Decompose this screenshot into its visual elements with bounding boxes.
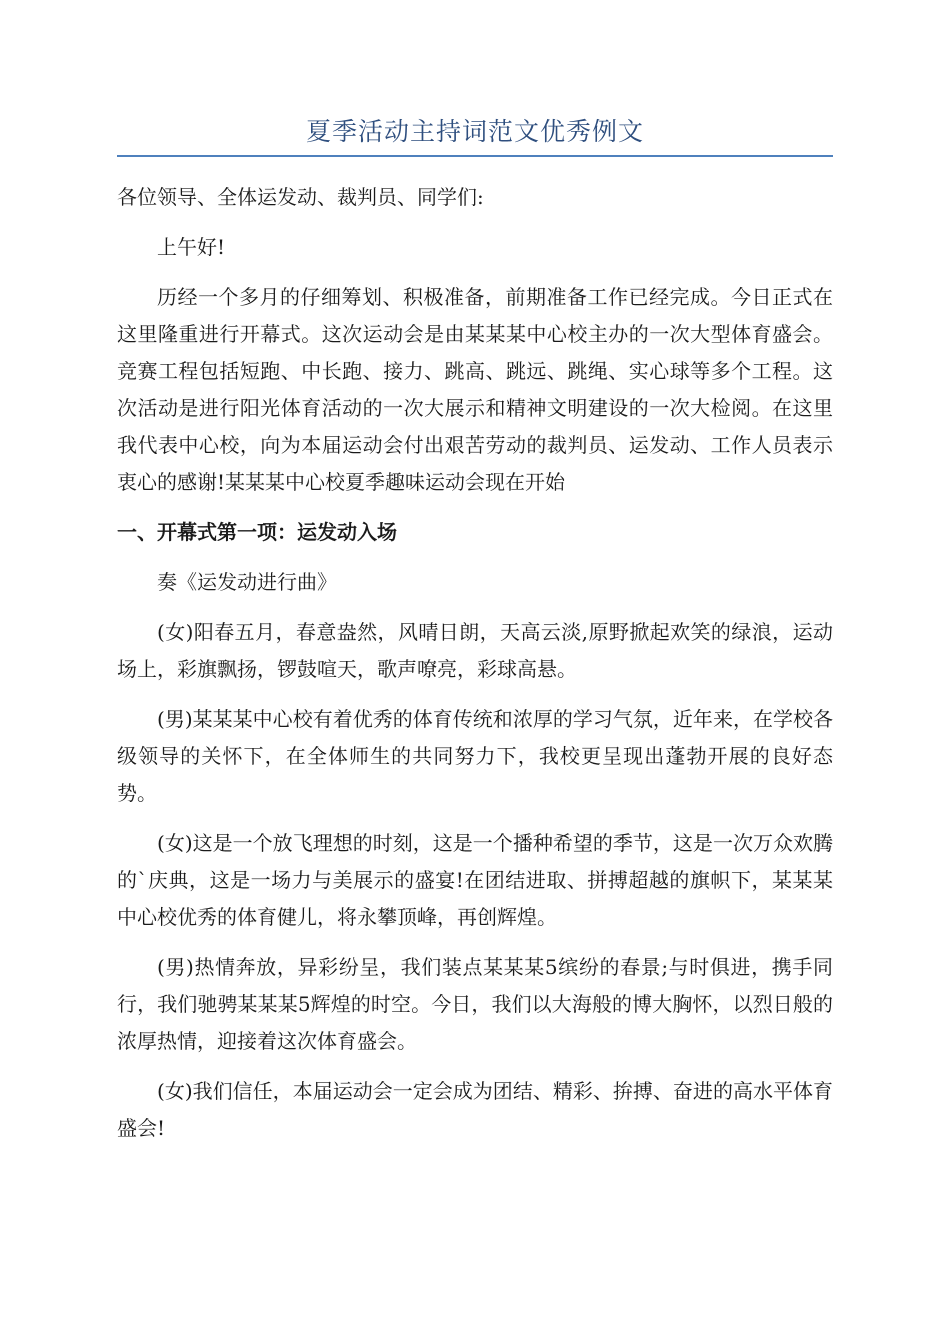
intro-paragraph: 历经一个多月的仔细筹划、积极准备，前期准备工作已经完成。今日正式在这里隆重进行开幕式。这次运动会是由某某某中心校主办的一次大型体育盛会。竞赛工程包括短跑、中长跑、接力、跳高、跳远、跳绳、实心球等多个工程。这次活动是进行阳光体育活动的一次大展示和精神文明建设的一次大检阅。在这里我代表中心校，向为本届运动会付出艰苦劳动的裁判员、运发动、工作人员表示衷心的感谢!某某某中心校夏季趣味运动会现在开始 [117,285,833,494]
body-paragraph-male-2: (男)热情奔放，异彩纷呈，我们装点某某某5缤纷的春景;与时俱进，携手同行，我们驰骋某某某5辉煌的时空。今日，我们以大海般的博大胸怀，以烈日般的浓厚热情，迎接着这次体育盛会。 [117,955,833,1053]
salutation-line: 各位领导、全体运发动、裁判员、同学们: [117,185,484,209]
body-paragraph-female-3: (女)我们信任，本届运动会一定会成为团结、精彩、拚搏、奋进的高水平体育盛会! [117,1079,833,1140]
document-page [117,112,833,1147]
music-cue-paragraph: 奏《运发动进行曲》 [157,570,337,594]
body-paragraph-female-2: (女)这是一个放飞理想的时刻，这是一个播种希望的季节，这是一次万众欢腾的`庆典，这是一场力与美展示的盛宴!在团结进取、拼搏超越的旗帜下，某某某中心校优秀的体育健儿，将永攀顶峰，再创辉煌。 [117,831,833,929]
greeting-paragraph: 上午好! [157,235,226,259]
document-title: 夏季活动主持词范文优秀例文 [117,112,833,157]
section-heading: 一、开幕式第一项：运发动入场 [117,520,397,544]
body-paragraph-male-1: (男)某某某中心校有着优秀的体育传统和浓厚的学习气氛，近年来，在学校各级领导的关怀下，在全体师生的共同努力下，我校更呈现出蓬勃开展的良好态势。 [117,707,833,805]
body-paragraph-female-1: (女)阳春五月，春意盎然，风晴日朗，天高云淡,原野掀起欢笑的绿浪，运动场上，彩旗飘扬，锣鼓喧天，歌声嘹亮，彩球高悬。 [117,620,833,681]
